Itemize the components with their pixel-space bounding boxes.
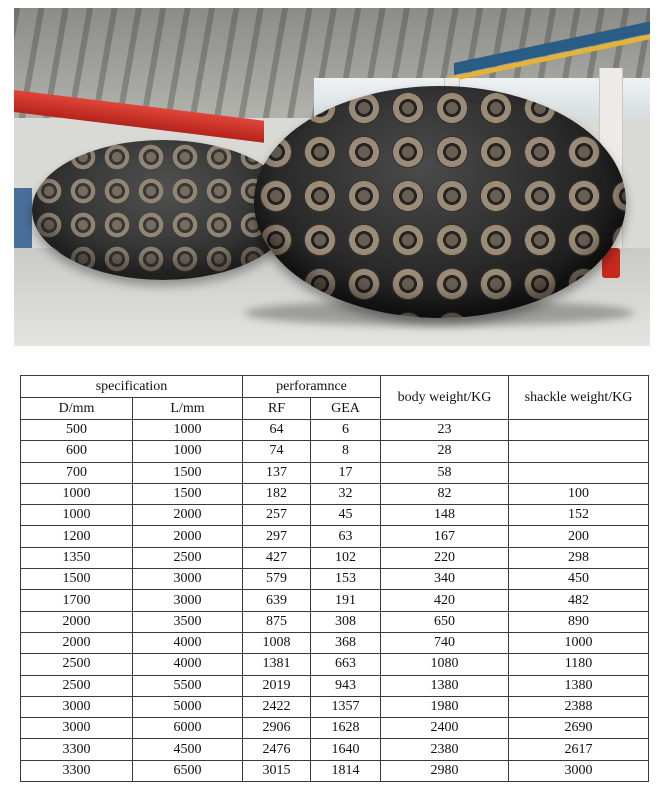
d-cell: 2000 (21, 611, 133, 632)
gea-cell: 663 (311, 654, 381, 675)
body-weight-cell: 650 (381, 611, 509, 632)
d-cell: 3300 (21, 739, 133, 760)
table-row (21, 420, 649, 441)
d-cell: 3000 (21, 696, 133, 717)
performance-header: perforamnce (243, 376, 381, 398)
shackle-weight-cell: 2690 (509, 718, 649, 739)
l-cell: 3500 (133, 611, 243, 632)
table-row (21, 590, 649, 611)
rf-cell: 137 (243, 462, 311, 483)
d-cell: 3300 (21, 760, 133, 781)
table-row (21, 441, 649, 462)
rf-cell: 3015 (243, 760, 311, 781)
gea-cell: 368 (311, 632, 381, 653)
body-weight-cell: 340 (381, 569, 509, 590)
d-cell: 3000 (21, 718, 133, 739)
body-weight-cell: 2400 (381, 718, 509, 739)
shackle-weight-cell: 450 (509, 569, 649, 590)
table-row (21, 483, 649, 504)
rf-cell: 297 (243, 526, 311, 547)
body-weight-cell: 1980 (381, 696, 509, 717)
shackle-weight-cell: 482 (509, 590, 649, 611)
shackle-weight-cell (509, 462, 649, 483)
l-cell: 4000 (133, 654, 243, 675)
table-row (21, 675, 649, 696)
table-row (21, 505, 649, 526)
l-cell: 6500 (133, 760, 243, 781)
body-weight-cell: 82 (381, 483, 509, 504)
rf-cell: 2019 (243, 675, 311, 696)
rf-cell: 1008 (243, 632, 311, 653)
gea-cell: 32 (311, 483, 381, 504)
table-row (21, 611, 649, 632)
body-weight-cell: 148 (381, 505, 509, 526)
shackle-weight-cell (509, 420, 649, 441)
table-row (21, 739, 649, 760)
body-weight-cell: 1080 (381, 654, 509, 675)
l-cell: 4500 (133, 739, 243, 760)
shackle-weight-cell: 1380 (509, 675, 649, 696)
rf-cell: 1381 (243, 654, 311, 675)
shackle-weight-cell: 1000 (509, 632, 649, 653)
l-cell: 1000 (133, 420, 243, 441)
rf-cell: 579 (243, 569, 311, 590)
gea-cell: 17 (311, 462, 381, 483)
rf-cell: 2422 (243, 696, 311, 717)
gea-cell: 1628 (311, 718, 381, 739)
d-cell: 1000 (21, 505, 133, 526)
gea-cell: 943 (311, 675, 381, 696)
table-row (21, 718, 649, 739)
d-cell: 2500 (21, 675, 133, 696)
l-cell: 1500 (133, 462, 243, 483)
d-cell: 500 (21, 420, 133, 441)
body-weight-cell: 2980 (381, 760, 509, 781)
specification-header: specification (21, 376, 243, 398)
rf-cell: 182 (243, 483, 311, 504)
shackle-weight-cell: 2617 (509, 739, 649, 760)
l-cell: 5500 (133, 675, 243, 696)
l-cell: 2500 (133, 547, 243, 568)
body-weight-cell: 28 (381, 441, 509, 462)
d-cell: 1200 (21, 526, 133, 547)
gea-cell: 153 (311, 569, 381, 590)
body-weight-cell: 23 (381, 420, 509, 441)
l-cell: 2000 (133, 526, 243, 547)
body-weight-cell: 2380 (381, 739, 509, 760)
table-row (21, 462, 649, 483)
d-cell: 2500 (21, 654, 133, 675)
shackle-weight-cell: 3000 (509, 760, 649, 781)
table-row (21, 654, 649, 675)
rf-cell: 257 (243, 505, 311, 526)
d-header: D/mm (21, 398, 133, 420)
d-cell: 1700 (21, 590, 133, 611)
table-row (21, 526, 649, 547)
gea-cell: 191 (311, 590, 381, 611)
gea-cell: 1640 (311, 739, 381, 760)
gea-cell: 63 (311, 526, 381, 547)
rf-cell: 639 (243, 590, 311, 611)
d-cell: 2000 (21, 632, 133, 653)
gea-cell: 1357 (311, 696, 381, 717)
d-cell: 1000 (21, 483, 133, 504)
body-weight-header: body weight/KG (381, 376, 509, 420)
shackle-weight-header: shackle weight/KG (509, 376, 649, 420)
gea-cell: 308 (311, 611, 381, 632)
rf-header: RF (243, 398, 311, 420)
shackle-weight-cell: 1180 (509, 654, 649, 675)
d-cell: 1500 (21, 569, 133, 590)
body-weight-cell: 167 (381, 526, 509, 547)
l-cell: 6000 (133, 718, 243, 739)
d-cell: 700 (21, 462, 133, 483)
gea-cell: 1814 (311, 760, 381, 781)
fender-spec-table (20, 375, 649, 782)
d-cell: 600 (21, 441, 133, 462)
table-row (21, 569, 649, 590)
shackle-weight-cell: 200 (509, 526, 649, 547)
body-weight-cell: 740 (381, 632, 509, 653)
rf-cell: 875 (243, 611, 311, 632)
l-cell: 5000 (133, 696, 243, 717)
rf-cell: 64 (243, 420, 311, 441)
fender-front (254, 86, 626, 318)
gea-cell: 102 (311, 547, 381, 568)
rf-cell: 2906 (243, 718, 311, 739)
l-cell: 4000 (133, 632, 243, 653)
fender-photo (14, 8, 650, 346)
body-weight-cell: 420 (381, 590, 509, 611)
shackle-weight-cell (509, 441, 649, 462)
shackle-weight-cell: 890 (509, 611, 649, 632)
table-body (21, 420, 649, 782)
gea-cell: 6 (311, 420, 381, 441)
l-cell: 3000 (133, 569, 243, 590)
d-cell: 1350 (21, 547, 133, 568)
gea-cell: 8 (311, 441, 381, 462)
l-cell: 1000 (133, 441, 243, 462)
rf-cell: 427 (243, 547, 311, 568)
table-row (21, 632, 649, 653)
l-cell: 1500 (133, 483, 243, 504)
rf-cell: 74 (243, 441, 311, 462)
l-header: L/mm (133, 398, 243, 420)
blue-door (14, 188, 32, 248)
table-row (21, 547, 649, 568)
shackle-weight-cell: 152 (509, 505, 649, 526)
body-weight-cell: 220 (381, 547, 509, 568)
gea-cell: 45 (311, 505, 381, 526)
l-cell: 2000 (133, 505, 243, 526)
shackle-weight-cell: 298 (509, 547, 649, 568)
body-weight-cell: 58 (381, 462, 509, 483)
l-cell: 3000 (133, 590, 243, 611)
shackle-weight-cell: 2388 (509, 696, 649, 717)
gea-header: GEA (311, 398, 381, 420)
body-weight-cell: 1380 (381, 675, 509, 696)
shackle-weight-cell: 100 (509, 483, 649, 504)
table-row (21, 696, 649, 717)
table-row (21, 760, 649, 781)
rf-cell: 2476 (243, 739, 311, 760)
